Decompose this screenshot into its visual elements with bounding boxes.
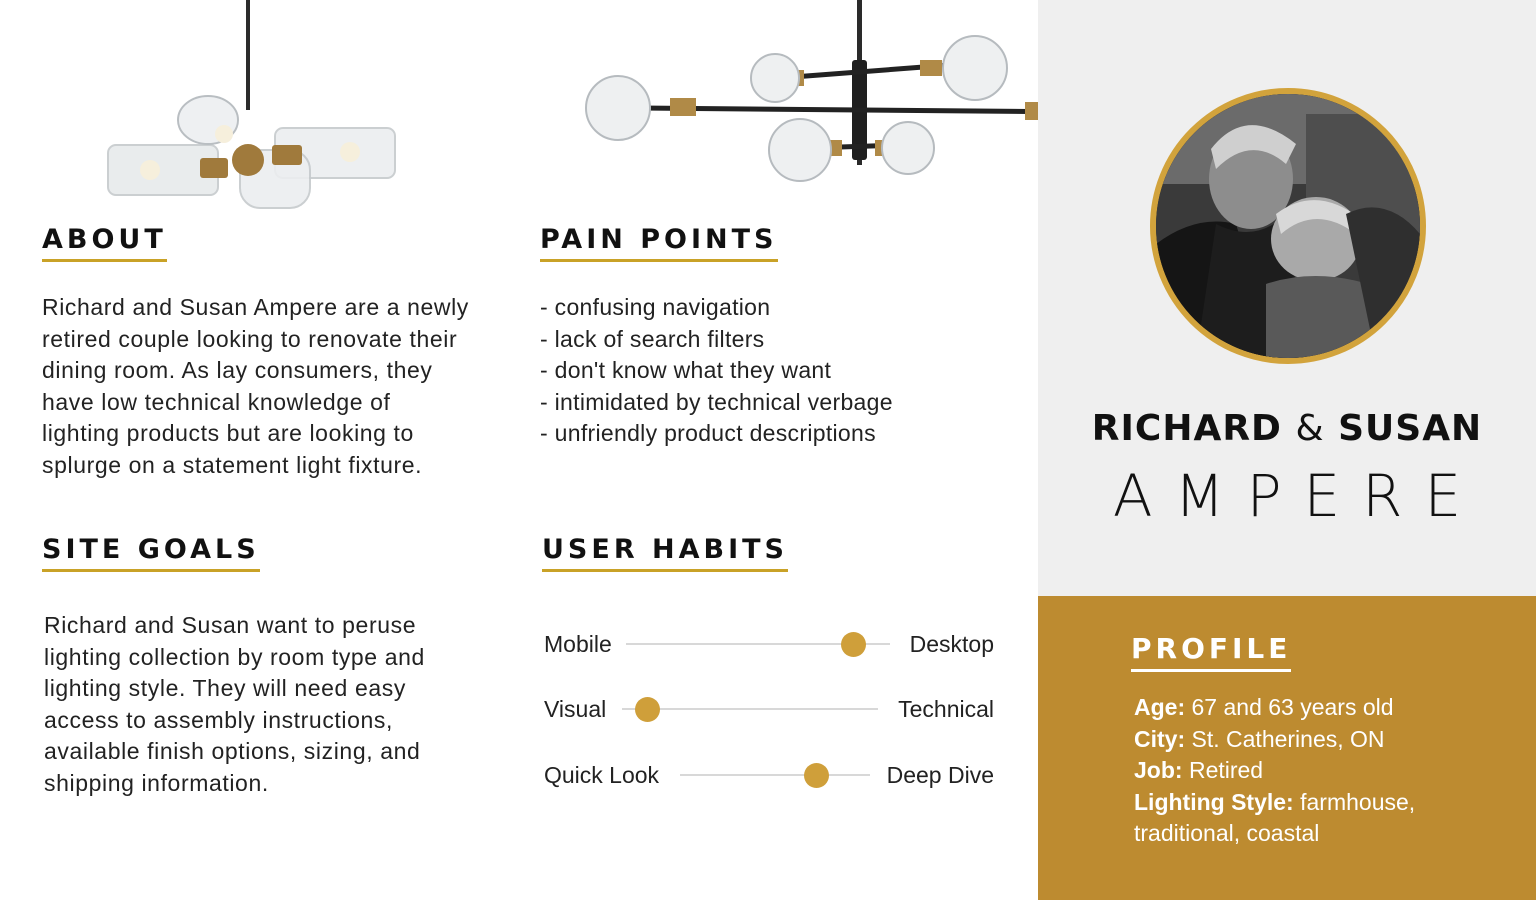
site-goals-section xyxy=(42,535,260,572)
pain-points-heading: PAIN POINTS xyxy=(540,225,778,262)
pendant-fixture-image xyxy=(100,0,400,215)
about-heading: ABOUT xyxy=(42,225,167,262)
list-item: - unfriendly product descriptions xyxy=(540,420,876,446)
couple-photo-image xyxy=(1156,94,1420,358)
profile-style-key: Lighting Style: xyxy=(1134,788,1294,815)
site-goals-line: available finish options, sizing, and xyxy=(44,738,421,764)
profile-style-row-cont: traditional, coastal xyxy=(1134,820,1320,846)
list-item: - lack of search filters xyxy=(540,325,765,352)
site-goals-line: Richard and Susan want to peruse xyxy=(44,612,417,638)
profile-style-value: farmhouse, xyxy=(1293,788,1416,815)
slider-left-label: Quick Look xyxy=(544,762,660,788)
persona-first-name-a: RICHARD xyxy=(1091,408,1282,449)
profile-job-value: Retired xyxy=(1182,757,1264,783)
slider-track xyxy=(680,774,870,776)
profile-age-row xyxy=(1134,692,1514,724)
habit-slider-quicklook-deepdive xyxy=(544,757,994,793)
persona-ampersand: & xyxy=(1295,408,1325,449)
site-goals-text xyxy=(44,610,514,799)
about-line: have low technical knowledge of xyxy=(42,388,391,415)
slider-right-label: Desktop xyxy=(909,631,994,657)
persona-surname: AMPERE xyxy=(1112,462,1484,530)
profile-city-row xyxy=(1134,724,1514,756)
slider-left-label: Visual xyxy=(544,696,607,722)
slider-right-label: Technical xyxy=(898,696,994,722)
profile-age-key: Age: xyxy=(1134,694,1186,720)
habit-slider-mobile-desktop xyxy=(544,626,994,662)
slider-right-label: Deep Dive xyxy=(886,762,994,788)
persona-first-name-b: SUSAN xyxy=(1338,408,1483,449)
about-line: retired couple looking to renovate their xyxy=(42,325,458,352)
site-goals-heading: SITE GOALS xyxy=(42,535,260,572)
about-line: Richard and Susan Ampere are a newly xyxy=(42,294,469,320)
about-line: splurge on a statement light fixture. xyxy=(42,451,423,478)
profile-heading: PROFILE xyxy=(1131,634,1291,672)
list-item: - don't know what they want xyxy=(540,357,832,383)
user-habits-section xyxy=(542,535,788,572)
site-goals-line: shipping information. xyxy=(44,769,269,796)
user-habits-heading: USER HABITS xyxy=(542,535,788,572)
profile-heading-wrap xyxy=(1131,634,1291,672)
slider-knob[interactable] xyxy=(804,763,829,788)
profile-job-row xyxy=(1134,755,1514,787)
slider-track xyxy=(622,708,878,710)
list-item: - confusing navigation xyxy=(540,294,771,320)
pain-points-list xyxy=(540,292,1000,450)
profile-details xyxy=(1134,692,1514,850)
site-goals-line: lighting collection by room type and xyxy=(44,643,425,670)
site-goals-line: lighting style. They will need easy xyxy=(44,675,406,701)
profile-box xyxy=(1038,596,1536,900)
slider-left-label: Mobile xyxy=(544,631,612,657)
profile-age-value: 67 and 63 years old xyxy=(1185,694,1394,720)
profile-job-key: Job: xyxy=(1134,757,1183,783)
list-item: - intimidated by technical verbage xyxy=(540,388,893,415)
about-section xyxy=(42,225,167,262)
about-line: lighting products but are looking to xyxy=(42,420,414,446)
persona-photo xyxy=(1150,88,1426,364)
about-text xyxy=(42,292,512,481)
site-goals-line: access to assembly instructions, xyxy=(44,706,393,733)
pain-points-section xyxy=(540,225,778,262)
habit-slider-visual-technical xyxy=(544,691,994,727)
profile-city-key: City: xyxy=(1134,725,1186,752)
slider-knob[interactable] xyxy=(841,632,866,657)
persona-first-names xyxy=(1038,408,1536,449)
about-line: dining room. As lay consumers, they xyxy=(42,357,433,383)
profile-style-row xyxy=(1134,787,1514,819)
slider-knob[interactable] xyxy=(635,697,660,722)
profile-city-value: St. Catherines, ON xyxy=(1185,725,1385,752)
